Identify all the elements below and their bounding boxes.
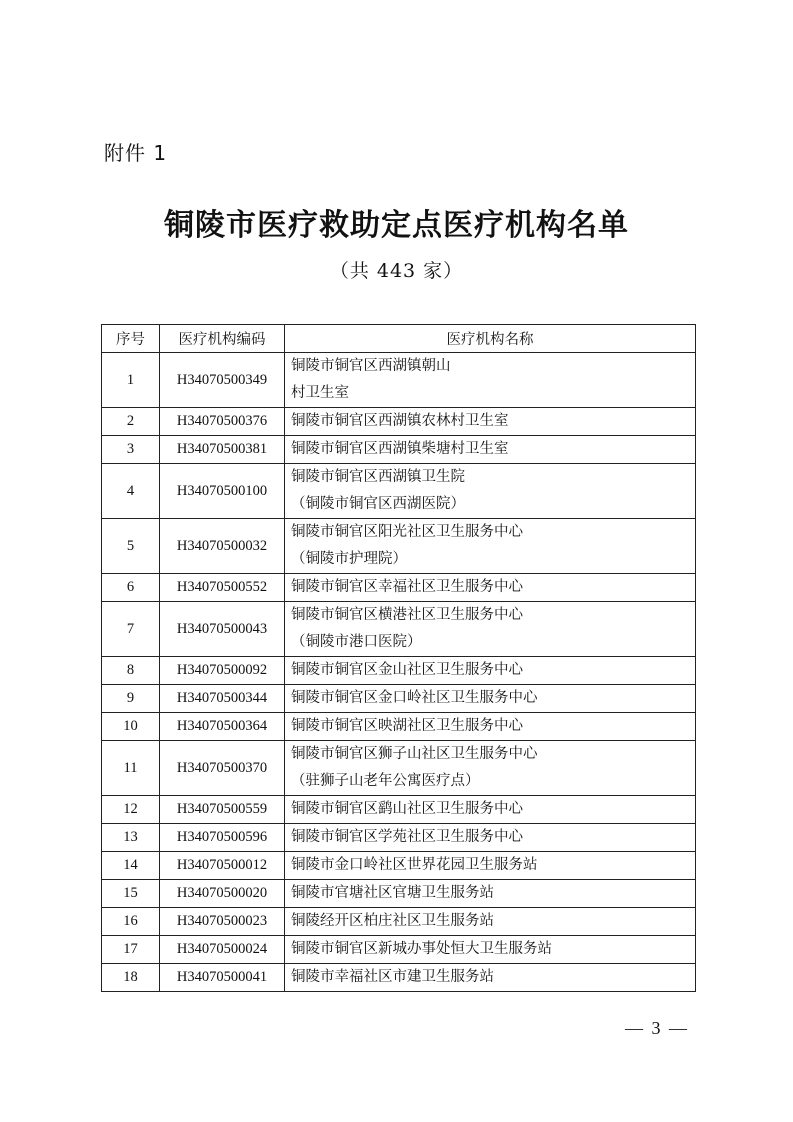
institution-code-cell: H34070500552 <box>160 574 285 602</box>
serial-number-cell: 6 <box>102 574 160 602</box>
institution-name-cell <box>285 852 696 880</box>
table-row <box>102 436 696 464</box>
table-row <box>102 796 696 824</box>
institution-code-cell: H34070500020 <box>160 880 285 908</box>
attachment-label: 附件 1 <box>104 141 168 165</box>
institution-name-line: 铜陵市幸福社区市建卫生服务站 <box>291 969 494 985</box>
institution-name-line: 铜陵市金口岭社区世界花园卫生服务站 <box>291 857 538 873</box>
institution-code-cell: H34070500364 <box>160 713 285 741</box>
institution-name-cell <box>285 408 696 436</box>
table-row <box>102 852 696 880</box>
institution-code-cell: H34070500024 <box>160 936 285 964</box>
serial-number-cell: 8 <box>102 657 160 685</box>
serial-number-cell: 2 <box>102 408 160 436</box>
institution-code-cell: H34070500344 <box>160 685 285 713</box>
institution-name-line: 铜陵市铜官区西湖镇柴塘村卫生室 <box>291 441 509 457</box>
serial-number-cell: 16 <box>102 908 160 936</box>
institution-name-cell <box>285 519 696 574</box>
institution-name-line: 铜陵市铜官区金山社区卫生服务中心 <box>291 662 523 678</box>
institution-name-cell <box>285 602 696 657</box>
institution-name-line: 铜陵市铜官区学苑社区卫生服务中心 <box>291 829 523 845</box>
serial-number-cell: 18 <box>102 964 160 992</box>
institution-code-cell: H34070500012 <box>160 852 285 880</box>
table-row <box>102 964 696 992</box>
document-title: 铜陵市医疗救助定点医疗机构名单 <box>164 208 629 243</box>
institution-code-cell: H34070500559 <box>160 796 285 824</box>
institution-name-cell <box>285 741 696 796</box>
header-institution-code: 医疗机构编码 <box>160 325 285 353</box>
institution-code-cell: H34070500370 <box>160 741 285 796</box>
institution-name-cell <box>285 574 696 602</box>
serial-number-cell: 11 <box>102 741 160 796</box>
institution-code-cell: H34070500043 <box>160 602 285 657</box>
table-body <box>102 353 696 992</box>
institution-name-cell <box>285 824 696 852</box>
institution-name-cell <box>285 685 696 713</box>
serial-number-cell: 4 <box>102 464 160 519</box>
institution-name-cell <box>285 964 696 992</box>
institution-name-cell <box>285 880 696 908</box>
institution-name-line: 铜陵市铜官区西湖镇农林村卫生室 <box>291 413 509 429</box>
table-row <box>102 657 696 685</box>
institution-name-line: 铜陵市铜官区新城办事处恒大卫生服务站 <box>291 941 552 957</box>
table-row <box>102 519 696 574</box>
institution-table <box>101 324 696 992</box>
institution-code-cell: H34070500349 <box>160 353 285 408</box>
serial-number-cell: 15 <box>102 880 160 908</box>
serial-number-cell: 13 <box>102 824 160 852</box>
table-row <box>102 713 696 741</box>
institution-name-line: 铜陵市铜官区幸福社区卫生服务中心 <box>291 579 523 595</box>
institution-name-line: （驻狮子山老年公寓医疗点） <box>291 773 480 789</box>
table-row <box>102 880 696 908</box>
institution-name-cell <box>285 353 696 408</box>
document-subtitle: （共 443 家） <box>329 260 464 282</box>
serial-number-cell: 5 <box>102 519 160 574</box>
institution-name-cell <box>285 796 696 824</box>
institution-code-cell: H34070500032 <box>160 519 285 574</box>
table-row <box>102 353 696 408</box>
institution-code-cell: H34070500376 <box>160 408 285 436</box>
table-row <box>102 408 696 436</box>
institution-name-line: 铜陵市铜官区西湖镇卫生院 <box>291 469 465 485</box>
table-header-row <box>102 325 696 353</box>
institution-code-cell: H34070500092 <box>160 657 285 685</box>
table-row <box>102 824 696 852</box>
institution-name-line: （铜陵市港口医院） <box>291 634 422 650</box>
institution-code-cell: H34070500041 <box>160 964 285 992</box>
institution-name-line: 铜陵市铜官区阳光社区卫生服务中心 <box>291 524 523 540</box>
institution-code-cell: H34070500381 <box>160 436 285 464</box>
table-row <box>102 685 696 713</box>
institution-name-line: 铜陵市官塘社区官塘卫生服务站 <box>291 885 494 901</box>
table-row <box>102 741 696 796</box>
institution-name-line: 铜陵市铜官区西湖镇朝山 <box>291 358 451 374</box>
institution-name-cell <box>285 436 696 464</box>
header-institution-name: 医疗机构名称 <box>285 325 696 353</box>
table-row <box>102 464 696 519</box>
institution-name-cell <box>285 908 696 936</box>
institution-name-cell <box>285 657 696 685</box>
header-serial-number: 序号 <box>102 325 160 353</box>
table-row <box>102 936 696 964</box>
serial-number-cell: 1 <box>102 353 160 408</box>
institution-name-line: 铜陵市铜官区映湖社区卫生服务中心 <box>291 718 523 734</box>
institution-code-cell: H34070500100 <box>160 464 285 519</box>
serial-number-cell: 9 <box>102 685 160 713</box>
institution-name-cell <box>285 464 696 519</box>
institution-name-line: 铜陵市铜官区金口岭社区卫生服务中心 <box>291 690 538 706</box>
institution-name-line: 铜陵市铜官区狮子山社区卫生服务中心 <box>291 746 538 762</box>
table-row <box>102 602 696 657</box>
institution-name-line: 铜陵市铜官区鹞山社区卫生服务中心 <box>291 801 523 817</box>
serial-number-cell: 3 <box>102 436 160 464</box>
table-row <box>102 574 696 602</box>
institution-name-line: 铜陵市铜官区横港社区卫生服务中心 <box>291 607 523 623</box>
page-number: — 3 — <box>625 1018 689 1038</box>
institution-name-line: （铜陵市铜官区西湖医院） <box>291 496 465 512</box>
serial-number-cell: 14 <box>102 852 160 880</box>
institution-code-cell: H34070500596 <box>160 824 285 852</box>
institution-name-line: 铜陵经开区柏庄社区卫生服务站 <box>291 913 494 929</box>
serial-number-cell: 7 <box>102 602 160 657</box>
institution-name-line: （铜陵市护理院） <box>291 551 407 567</box>
institution-name-line: 村卫生室 <box>291 385 349 401</box>
table-row <box>102 908 696 936</box>
institution-name-cell <box>285 713 696 741</box>
institution-name-cell <box>285 936 696 964</box>
serial-number-cell: 17 <box>102 936 160 964</box>
institution-code-cell: H34070500023 <box>160 908 285 936</box>
serial-number-cell: 10 <box>102 713 160 741</box>
serial-number-cell: 12 <box>102 796 160 824</box>
